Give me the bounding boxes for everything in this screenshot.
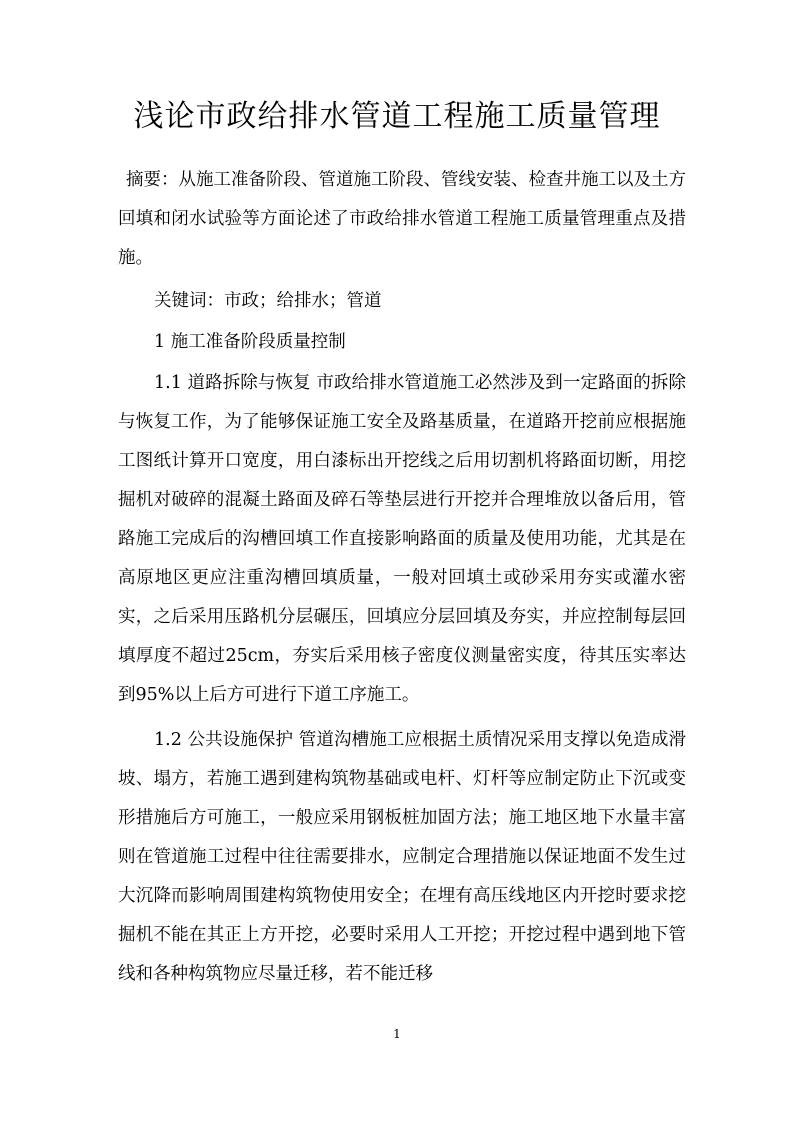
page-number: 1	[393, 1027, 401, 1041]
paragraph-1-1: 1.1 道路拆除与恢复 市政给排水管道施工必然涉及到一定路面的拆除与恢复工作，为了能够保证施工安全及路基质量，在道路开挖前应根据施工图纸计算开口宽度，用白漆标出开挖线之后用切割机将路面切断，用挖掘机对破碎的混凝土路面及碎石等垫层进行开挖并合理堆放以备后用，管路施工完成后的沟槽回填工作直接影响路面的质量及使用功能，尤其是在高原地区更应注重沟槽回填质量，一般对回填土或砂采用夯实或灌水密实，之后采用压路机分层碾压，回填应分层回填及夯实，并应控制每层回填厚度不超过25cm，夯实后采用核子密度仪测量密实度，待其压实率达到95%以上后方可进行下道工序施工。	[118, 373, 686, 705]
section-heading: 1 施工准备阶段质量控制	[154, 332, 346, 352]
document-title: 浅论市政给排水管道工程施工质量管理	[133, 99, 661, 134]
abstract-paragraph: 摘要：从施工准备阶段、管道施工阶段、管线安装、检查井施工以及土方回填和闭水试验等方面论述了市政给排水管道工程施工质量管理重点及措施。	[118, 170, 686, 268]
keywords-line: 关键词：市政；给排水；管道	[154, 291, 382, 311]
document-body	[118, 161, 686, 994]
paragraph-1-2: 1.2 公共设施保护 管道沟槽施工应根据土质情况采用支撑以免造成滑坡、塌方，若施工遇到建构筑物基础或电杆、灯杆等应制定防止下沉或变形措施后方可施工，一般应采用钢板桩加固方法；施工地区地下水量丰富则在管道施工过程中往往需要排水，应制定合理措施以保证地面不发生过大沉降而影响周围建构筑物使用安全；在埋有高压线地区内开挖时要求挖掘机不能在其正上方开挖，必要时采用人工开挖；开挖过程中遇到地下管线和各种构筑物应尽量迁移，若不能迁移	[118, 730, 686, 984]
